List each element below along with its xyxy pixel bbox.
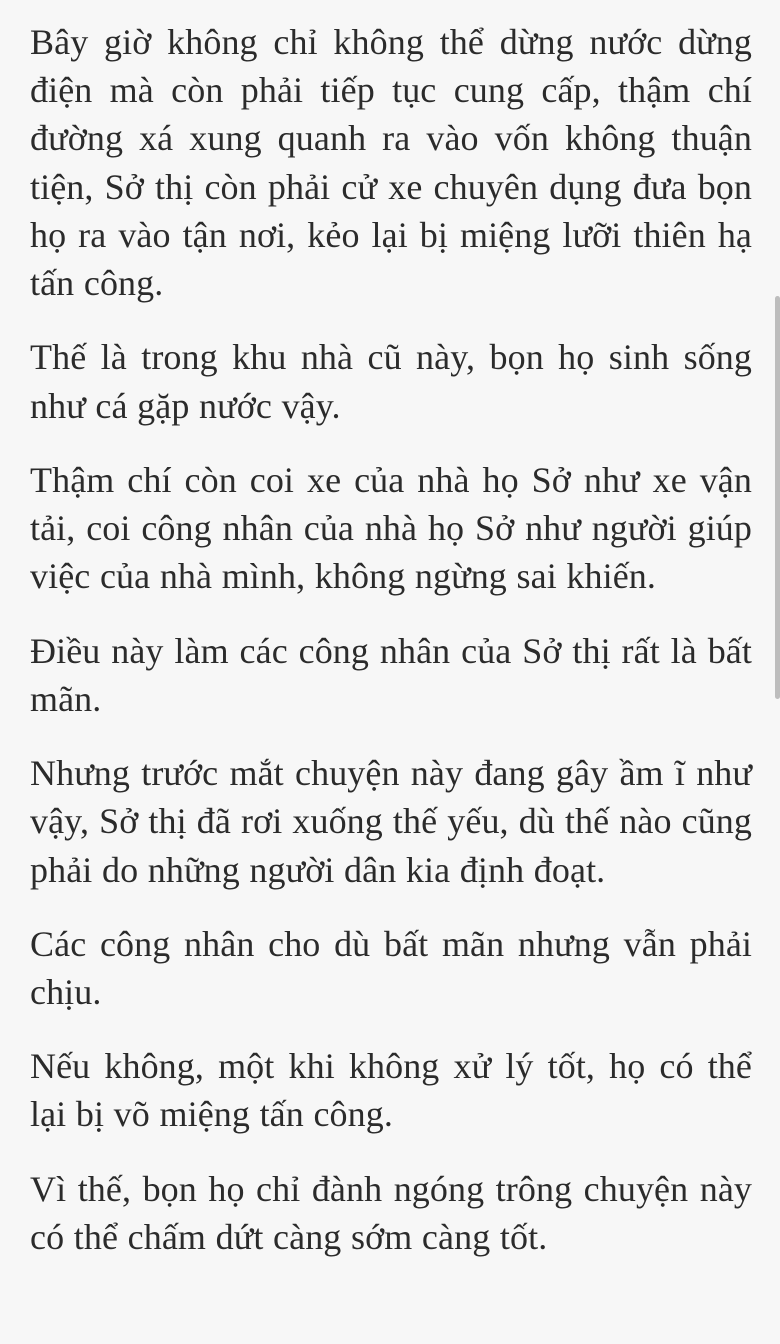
paragraph: Các công nhân cho dù bất mãn nhưng vẫn phải chịu. <box>30 923 752 1012</box>
paragraph: Thế là trong khu nhà cũ này, bọn họ sinh sống như cá gặp nước vậy. <box>30 337 752 426</box>
paragraph: Vì thế, bọn họ chỉ đành ngóng trông chuyện này có thể chấm dứt càng sớm càng tốt. <box>30 1168 752 1257</box>
paragraph: Bây giờ không chỉ không thể dừng nước dừng điện mà còn phải tiếp tục cung cấp, thậm chí đường xá xung quanh ra vào vốn không thuận tiện, Sở thị còn phải cử xe chuyên dụng đưa bọn họ ra vào tận nơi, kẻo lại bị miệng lưỡi thiên hạ tấn công. <box>30 22 752 304</box>
vertical-scrollbar[interactable] <box>775 0 780 1344</box>
paragraph: Điều này làm các công nhân của Sở thị rất là bất mãn. <box>30 630 752 719</box>
paragraph: Nhưng trước mắt chuyện này đang gây ầm ĩ như vậy, Sở thị đã rơi xuống thế yếu, dù thế nào cũng phải do những người dân kia định đoạt. <box>30 753 752 890</box>
paragraph: Thậm chí còn coi xe của nhà họ Sở như xe vận tải, coi công nhân của nhà họ Sở như người giúp việc của nhà mình, không ngừng sai khiến. <box>30 459 752 597</box>
scrollbar-thumb[interactable] <box>775 296 780 699</box>
paragraph: Nếu không, một khi không xử lý tốt, họ có thể lại bị võ miệng tấn công. <box>30 1046 752 1135</box>
